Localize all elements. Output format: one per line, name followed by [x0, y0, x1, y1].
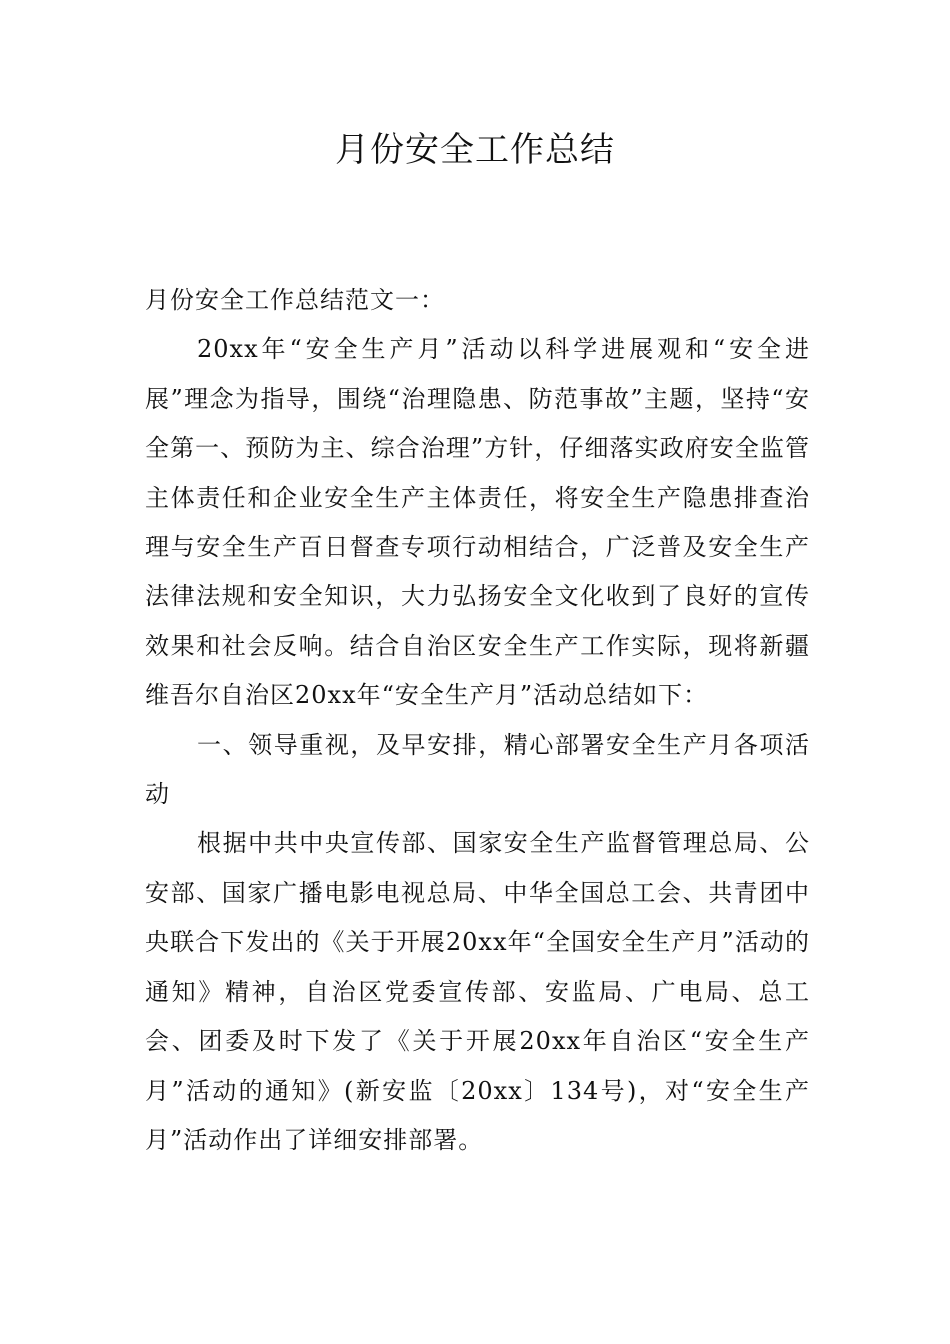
paragraph-overview: 20xx年“安全生产月”活动以科学进展观和“安全进展”理念为指导，围绕“治理隐患、防范事故”主题，坚持“安全第一、预防为主、综合治理”方针，仔细落实政府安全监管主体责任和企业安全生产主体责任，将安全生产隐患排查治理与安全生产百日督查专项行动相结合，广泛普及安全生产法律法规和安全知识，大力弘扬安全文化收到了良好的宣传效果和社会反响。结合自治区安全生产工作实际，现将新疆维吾尔自治区20xx年“安全生产月”活动总结如下：	[145, 335, 810, 710]
paragraph-section-1: 根据中共中央宣传部、国家安全生产监督管理总局、公安部、国家广播电影电视总局、中华全国总工会、共青团中央联合下发出的《关于开展20xx年“全国安全生产月”活动的通知》精神，自治区党委宣传部、安监局、广电局、总工会、团委及时下发了《关于开展20xx年自治区“安全生产月”活动的通知》(新安监〔20xx〕134号)，对“安全生产月”活动作出了详细安排部署。	[145, 829, 810, 1154]
section-heading-1: 一、领导重视，及早安排，精心部署安全生产月各项活动	[145, 730, 810, 809]
document-body	[145, 276, 810, 1165]
paragraph-intro: 月份安全工作总结范文一：	[145, 286, 445, 314]
document-title: 月份安全工作总结	[335, 130, 615, 170]
